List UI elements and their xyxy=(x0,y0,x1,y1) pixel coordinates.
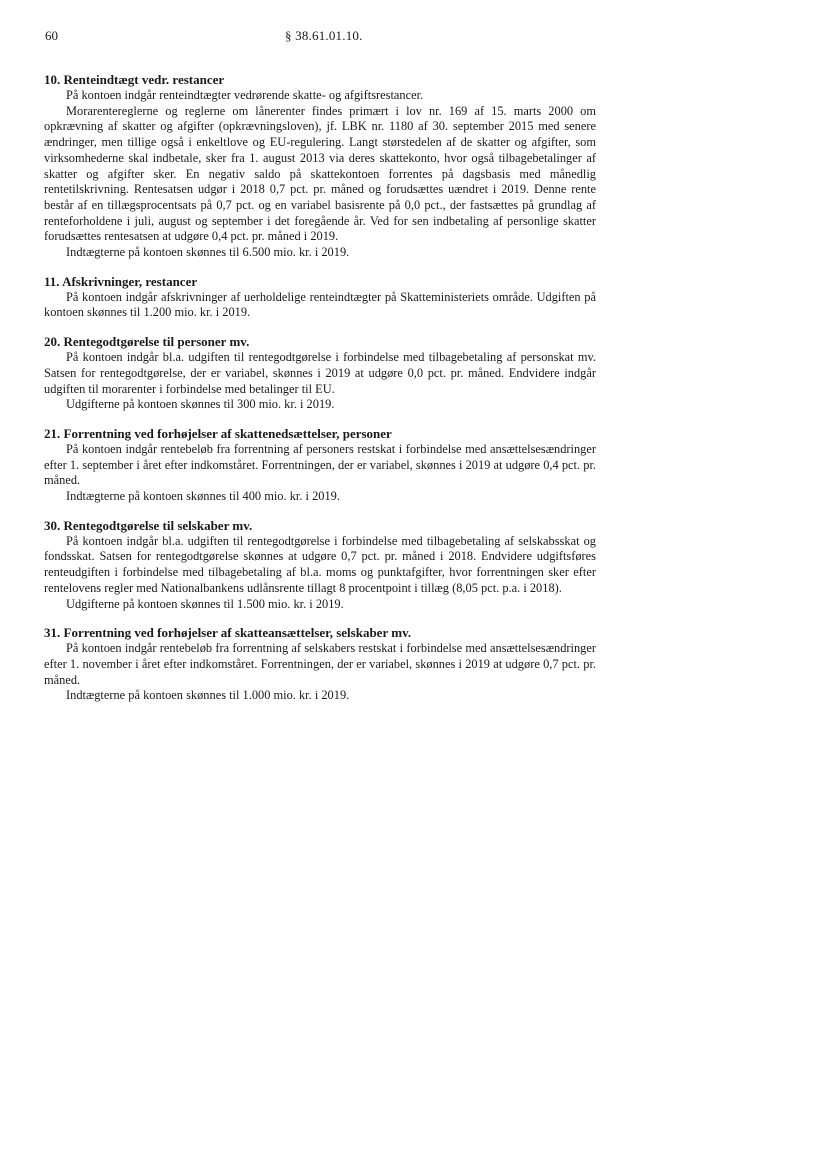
section-title: 11. Afskrivninger, restancer xyxy=(44,273,198,289)
section-reference: § 38.61.01.10. xyxy=(285,28,363,43)
paragraph: Udgifterne på kontoen skønnes til 1.500 mio. kr. i 2019. xyxy=(66,596,344,611)
page-header xyxy=(0,28,828,48)
paragraph: Indtægterne på kontoen skønnes til 6.500 mio. kr. i 2019. xyxy=(66,245,350,260)
section-20 xyxy=(44,334,596,413)
section-11 xyxy=(44,274,596,321)
paragraph: På kontoen indgår rentebeløb fra forrentning af selskabers restskat i forbindelse med ansættelsesændringer efter 1. november i året efter indkomståret. Forrentningen, der er variabel, skønnes i 2019 at udgøre 0,7 pct. pr. måned. xyxy=(44,641,596,687)
paragraph: På kontoen indgår afskrivninger af uerholdelige renteindtægter på Skatteministeriets område. Udgiften på kontoen skønnes til 1.200 mio. kr. i 2019. xyxy=(44,289,596,320)
section-31 xyxy=(44,625,596,704)
paragraph: Indtægterne på kontoen skønnes til 400 mio. kr. i 2019. xyxy=(66,489,340,504)
paragraph: Morarentereglerne og reglerne om lånerenter findes primært i lov nr. 169 af 15. marts 2000 om opkrævning af skatter og afgifter (opkrævningsloven), jf. LBK nr. 1180 af 30. september 2015 med senere ændringer, men tillige også i enkeltlove og EU-regulering. Langt størstedelen af de skatter og afgifter, som virksomhederne skal indbetale, sker fra 1. august 2013 via deres skattekonto, hvor også tilbagebetalinger af skatter og afgifter sker. En negativ saldo på skattekontoen forrentes på dagsbasis med månedlig rentetilskrivning. Rentesatsen udgør i 2018 0,7 pct. pr. måned og forudsættes uændret i 2019. Denne rente består af en tillægsprocentsats på 0,7 pct. og en variabel basisrente på 0,0 pct., der fastsættes på grundlag af renteforholdene i juli, august og september i det foregående år. Ved for sen indbetaling af personlige skatter forudsættes rentesatsen at udgøre 0,4 pct. pr. måned i 2019. xyxy=(44,103,596,244)
paragraph: På kontoen indgår rentebeløb fra forrentning af personers restskat i forbindelse med ansættelsesændringer efter 1. september i året efter indkomståret. Forrentningen, der er variabel, skønnes i 2019 at udgøre 0,4 pct. pr. måned. xyxy=(44,441,596,488)
paragraph: På kontoen indgår bl.a. udgiften til rentegodtgørelse i forbindelse med tilbagebetaling af selskabsskat og fondsskat. Satsen for rentegodtgørelse skønnes at udgøre 0,7 pct. pr. måned i 2018. Endvidere udgiftsføres renteudgiften i forbindelse med tilbagebetaling af bl.a. moms og punktafgifter, hvor forrentningen sker efter rentelovens regler med Nationalbankens udlånsrente tillagt 8 procentpoint i tillæg (8,05 pct. p.a. i 2018). xyxy=(44,533,596,595)
document-body xyxy=(44,72,596,717)
section-title: 20. Rentegodtgørelse til personer mv. xyxy=(44,334,250,350)
section-title: 30. Rentegodtgørelse til selskaber mv. xyxy=(44,517,253,533)
section-10 xyxy=(44,72,596,261)
section-title: 31. Forrentning ved forhøjelser af skatteansættelser, selskaber mv. xyxy=(44,625,412,641)
paragraph: På kontoen indgår bl.a. udgiften til rentegodtgørelse i forbindelse med tilbagebetaling af personskat mv. Satsen for rentegodtgørelse, der er variabel, skønnes i 2019 at udgøre 0,0 pct. pr. måned. Endvidere indgår udgiften til morarenter i forbindelse med betalinger til EU. xyxy=(44,350,596,396)
page-number: 60 xyxy=(45,28,58,43)
section-title: 10. Renteindtægt vedr. restancer xyxy=(44,72,225,87)
paragraph: Udgifterne på kontoen skønnes til 300 mio. kr. i 2019. xyxy=(66,397,335,412)
section-21 xyxy=(44,426,596,505)
section-30 xyxy=(44,518,596,613)
paragraph: På kontoen indgår renteindtægter vedrørende skatte- og afgiftsrestancer. xyxy=(66,88,424,102)
paragraph: Indtægterne på kontoen skønnes til 1.000 mio. kr. i 2019. xyxy=(66,688,350,703)
section-title: 21. Forrentning ved forhøjelser af skattenedsættelser, personer xyxy=(44,425,392,441)
